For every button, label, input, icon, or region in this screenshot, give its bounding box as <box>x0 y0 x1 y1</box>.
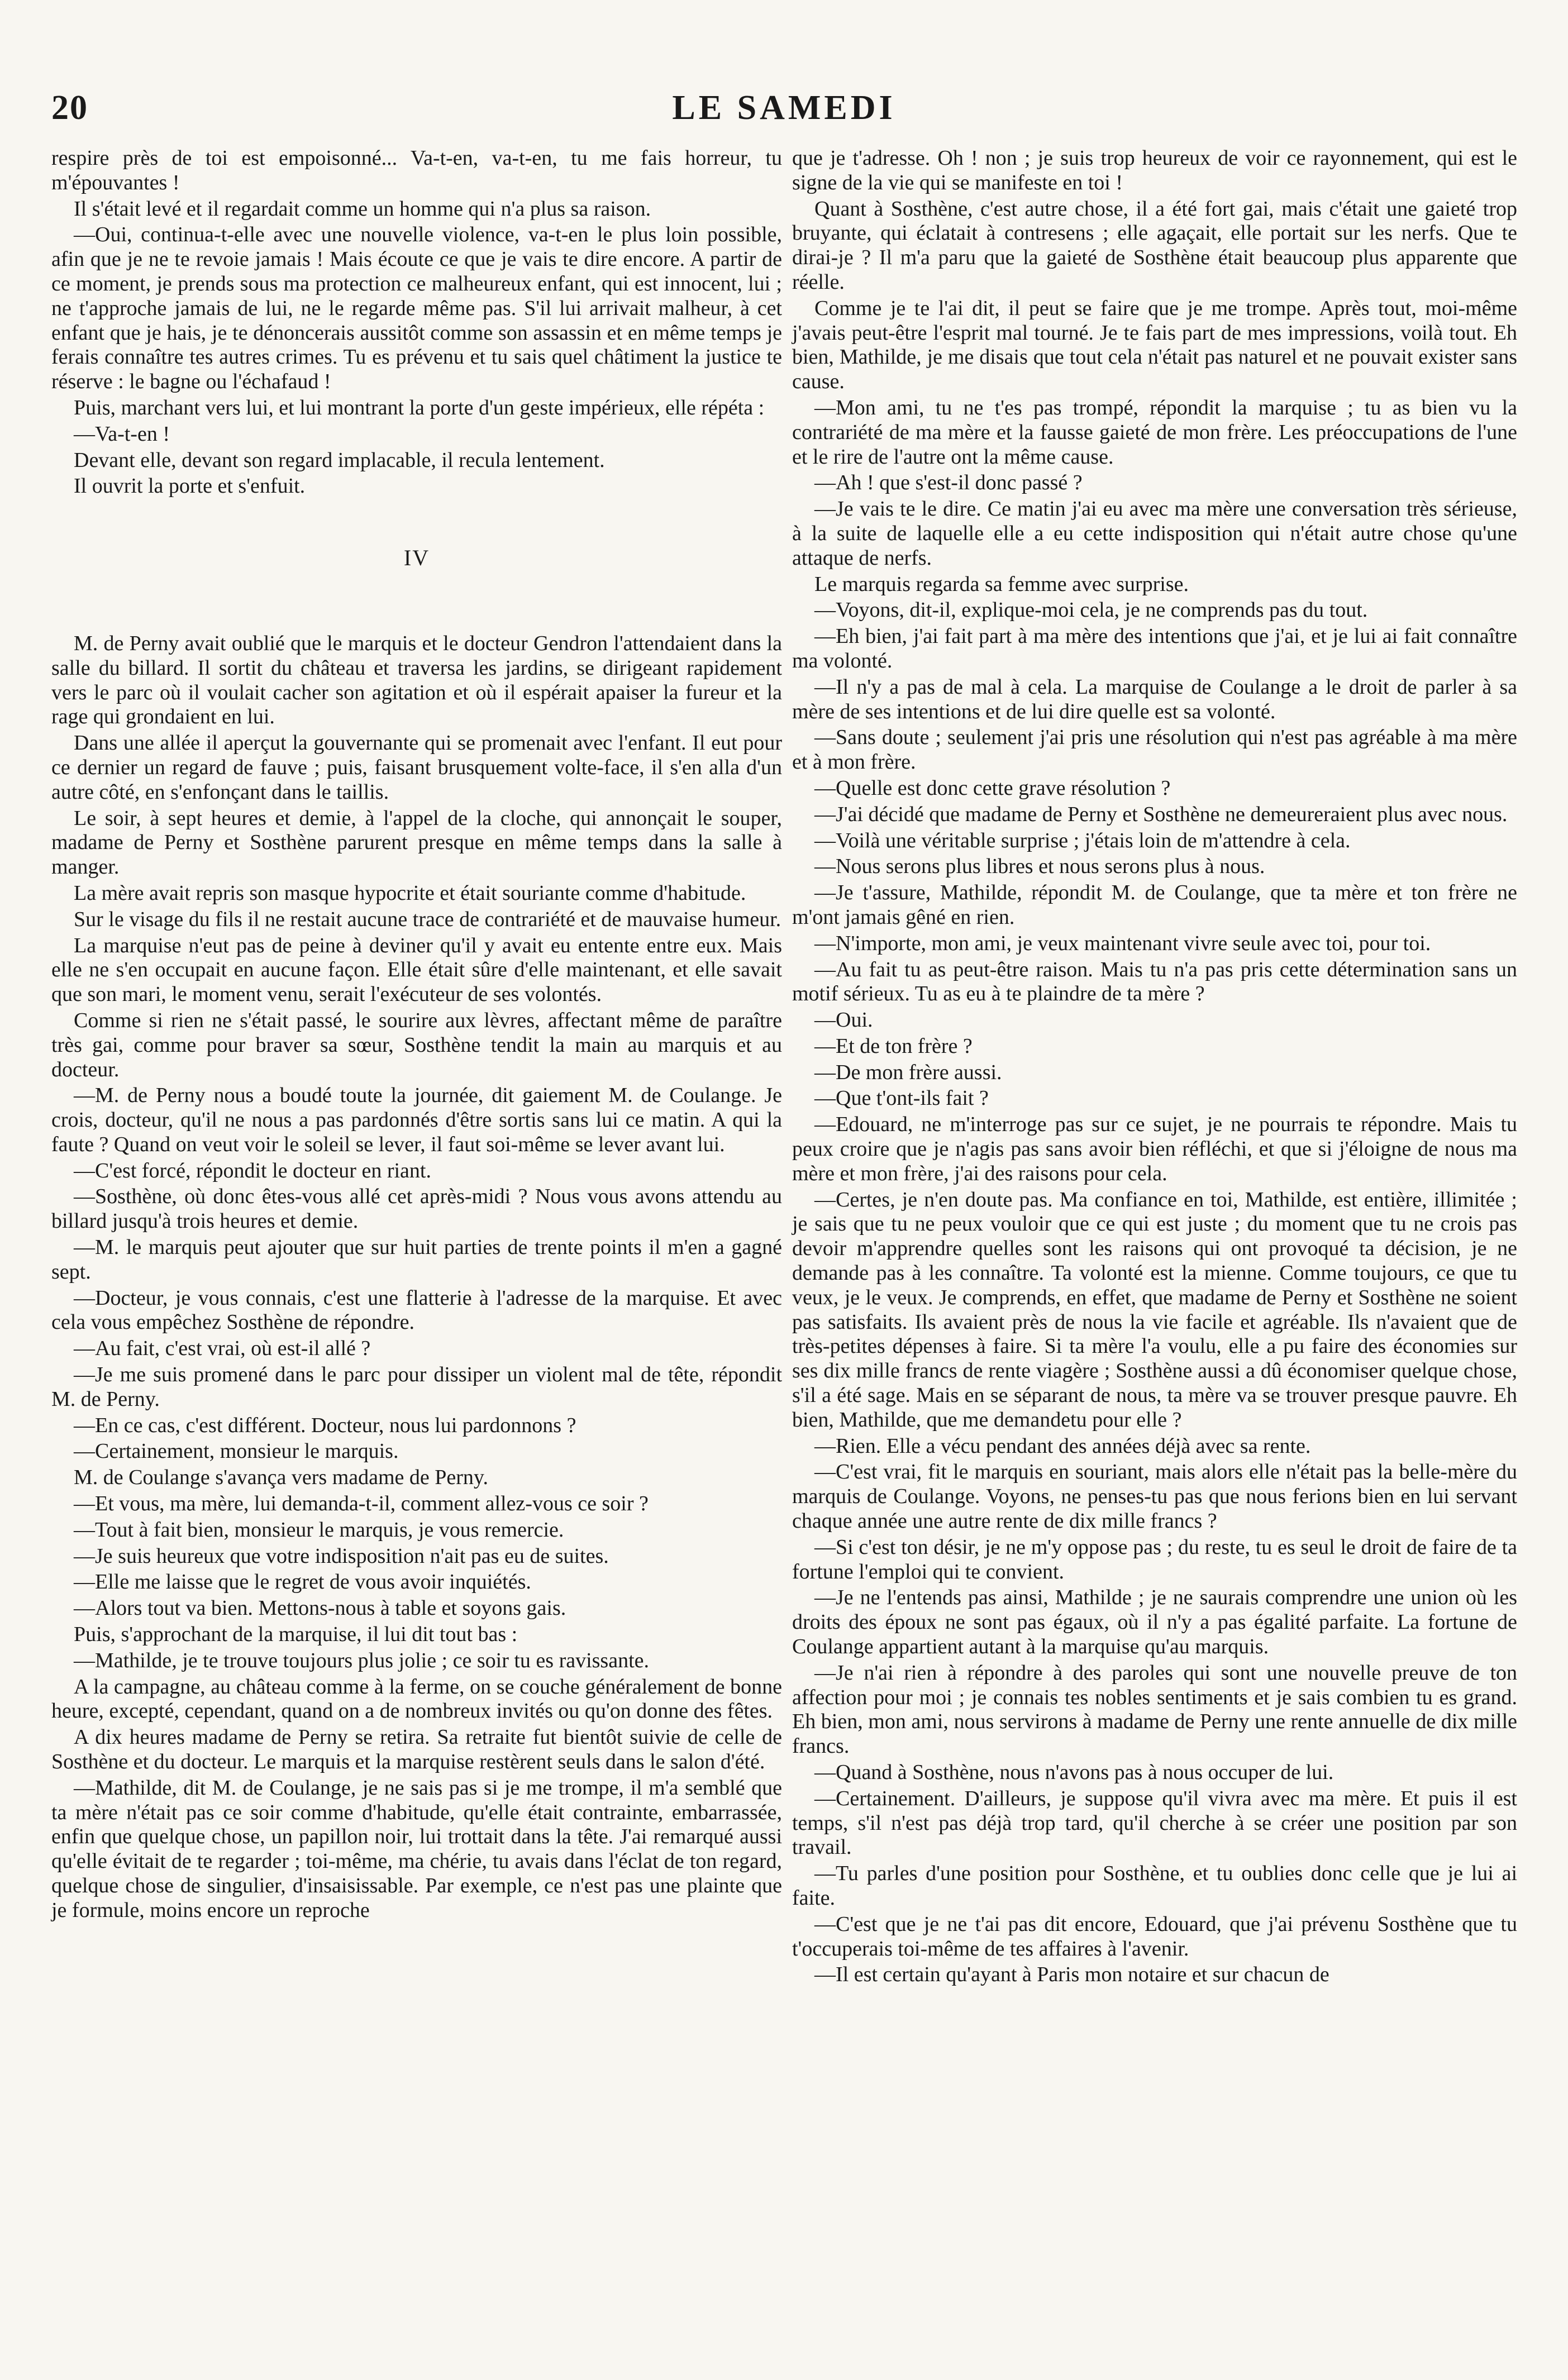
paragraph: —Sosthène, où donc êtes-vous allé cet après-midi ? Nous vous avons attendu au billard jusqu'à trois heures et demie. <box>51 1185 782 1233</box>
paragraph: —Il n'y a pas de mal à cela. La marquise de Coulange a le droit de parler à sa mère de ses intentions et de lui dire quelle est sa volonté. <box>792 675 1517 723</box>
paragraph: Sur le visage du fils il ne restait aucune trace de contrariété et de mauvaise humeur. <box>74 907 781 931</box>
paragraph: —Je me suis promené dans le parc pour dissiper un violent mal de tête, répondit M. de Perny. <box>51 1363 782 1411</box>
paragraph: —Docteur, je vous connais, c'est une flatterie à l'adresse de la marquise. Et avec cela vous empêchez Sosthène de répondre. <box>51 1286 782 1334</box>
paragraph: —Je t'assure, Mathilde, répondit M. de Coulange, que ta mère et ton frère ne m'ont jamais gêné en rien. <box>792 881 1517 929</box>
paragraph: M. de Coulange s'avança vers madame de Perny. <box>74 1466 488 1490</box>
paragraph: —M. le marquis peut ajouter que sur huit parties de trente points il m'en a gagné sept. <box>51 1236 782 1284</box>
paragraph: A dix heures madame de Perny se retira. Sa retraite fut bientôt suivie de celle de Sosthène et du docteur. Le marquis et la marquise restèrent seuls dans le salon d'été. <box>51 1725 782 1774</box>
paragraph: respire près de toi est empoisonné... Va-t-en, va-t-en, tu me fais horreur, tu m'épouvantes ! <box>51 146 782 194</box>
publication-title: LE SAMEDI <box>672 89 896 127</box>
paragraph: —Au fait tu as peut-être raison. Mais tu n'a pas pris cette détermination sans un motif sérieux. Tu as eu à te plaindre de ta mère ? <box>792 957 1517 1006</box>
left-column-text-before <box>51 146 782 499</box>
paragraph: Comme si rien ne s'était passé, le sourire aux lèvres, affectant même de paraître très gai, comme pour braver sa sœur, Sosthène tendit la main au marquis et au docteur. <box>51 1008 782 1081</box>
paragraph: Puis, marchant vers lui, et lui montrant la porte d'un geste impérieux, elle répéta : <box>74 395 765 419</box>
paragraph: —Mathilde, je te trouve toujours plus jolie ; ce soir tu es ravissante. <box>74 1648 650 1672</box>
paragraph: —C'est vrai, fit le marquis en souriant, mais alors elle n'était pas la belle-mère du marquis de Coulange. Voyons, ne penses-tu pas que nous ferions bien en lui servant chaque année une autre rente de dix mille francs ? <box>792 1460 1517 1533</box>
paragraph: —Que t'ont-ils fait ? <box>814 1086 989 1110</box>
paragraph: —Voilà une véritable surprise ; j'étais loin de m'attendre à cela. <box>814 828 1351 852</box>
paragraph: —M. de Perny nous a boudé toute la journée, dit gaiement M. de Coulange. Je crois, docteur, qu'il ne nous a pas pardonnés d'être sortis sans lui ce matin. A qui la faute ? Quand on veut voir le soleil se lever, il faut soi-même se lever avant lui. <box>51 1084 782 1156</box>
left-column <box>51 146 782 1925</box>
paragraph: Puis, s'approchant de la marquise, il lui dit tout bas : <box>74 1623 518 1647</box>
paragraph: —Je n'ai rien à répondre à des paroles qui sont une nouvelle preuve de ton affection pour moi ; je connais tes nobles sentiments et je sais combien tu es grand. Eh bien, mon ami, nous servirons à madame de Perny une rente annuelle de dix mille francs. <box>792 1661 1517 1758</box>
paragraph: —N'importe, mon ami, je veux maintenant vivre seule avec toi, pour toi. <box>814 931 1431 955</box>
paragraph: —Voyons, dit-il, explique-moi cela, je ne comprends pas du tout. <box>814 598 1368 622</box>
paragraph: Devant elle, devant son regard implacable, il recula lentement. <box>74 448 605 472</box>
paragraph: La mère avait repris son masque hypocrite et était souriante comme d'habitude. <box>74 881 746 905</box>
section-title: IV <box>403 545 430 571</box>
paragraph: Dans une allée il aperçut la gouvernante qui se promenait avec l'enfant. Il eut pour ce dernier un regard de fauve ; puis, faisant brusquement volte-face, il s'en alla d'un autre côté, en s'enfonçant dans le taillis. <box>51 731 782 804</box>
paragraph: —Edouard, ne m'interroge pas sur ce sujet, je ne pourrais te répondre. Mais tu peux croire que je n'agis pas sans avoir bien réfléchi, et que si j'éloigne de nous ma mère et mon frère, j'ai des raisons pour cela. <box>792 1113 1517 1185</box>
paragraph: —Sans doute ; seulement j'ai pris une résolution qui n'est pas agréable à ma mère et à mon frère. <box>792 726 1517 774</box>
paragraph: —Mathilde, dit M. de Coulange, je ne sais pas si je me trompe, il m'a semblé que ta mère n'était pas ce soir comme d'habitude, qu'elle était contrainte, embarrassée, enfin que quelque chose, un papillon noir, lui trottait dans la tête. J'ai remarqué aussi qu'elle évitait de te regarder ; toi-même, ma chérie, tu avais dans l'éclat de ton regard, quelque chose de singulier, d'insaisissable. Par exemple, ce n'est pas une plainte que je formule, moins encore un reproche <box>51 1776 782 1922</box>
paragraph: —Oui. <box>814 1008 873 1032</box>
paragraph: —Je vais te le dire. Ce matin j'ai eu avec ma mère une conversation très sérieuse, à la suite de laquelle elle a eu cette indisposition qui n'était autre chose qu'une attaque de nerfs. <box>792 497 1517 570</box>
paragraph: —Certainement, monsieur le marquis. <box>74 1439 399 1463</box>
paragraph: La marquise n'eut pas de peine à deviner qu'il y avait eu entente entre eux. Mais elle ne s'en occupait en aucune façon. Elle était sûre d'elle maintenant, et elle savait que son mari, le moment venu, serait l'exécuteur de ses volontés. <box>51 933 782 1007</box>
paragraph: —C'est forcé, répondit le docteur en riant. <box>74 1158 431 1182</box>
paragraph: —Alors tout va bien. Mettons-nous à table et soyons gais. <box>74 1596 566 1620</box>
paragraph: —Mon ami, tu ne t'es pas trompé, répondit la marquise ; tu as bien vu la contrariété de ma mère et la fausse gaieté de mon frère. Les préoccupations de l'une et le rire de l'autre ont la même cause. <box>792 395 1517 469</box>
paragraph: —C'est que je ne t'ai pas dit encore, Edouard, que j'ai prévenu Sosthène que tu t'occuperais toi-même de tes affaires à l'avenir. <box>792 1912 1517 1961</box>
paragraph: —En ce cas, c'est différent. Docteur, nous lui pardonnons ? <box>74 1413 576 1437</box>
paragraph: que je t'adresse. Oh ! non ; je suis trop heureux de voir ce rayonnement, qui est le signe de la vie qui se manifeste en toi ! <box>792 146 1517 194</box>
paragraph: —Ah ! que s'est-il donc passé ? <box>814 471 1083 495</box>
paragraph: —Va-t-en ! <box>74 422 170 446</box>
paragraph: —Et de ton frère ? <box>814 1034 973 1058</box>
paragraph: —Nous serons plus libres et nous serons plus à nous. <box>814 855 1265 879</box>
paragraph: —De mon frère aussi. <box>814 1060 1002 1084</box>
right-column <box>792 146 1517 1989</box>
paragraph: —Certes, je n'en doute pas. Ma confiance en toi, Mathilde, est entière, illimitée ; je sais que tu ne peux vouloir que ce qui est juste ; du moment que tu ne crois pas devoir m'apprendre quelles sont les raisons qui ont provoqué ta décision, je ne demande pas à les connaître. Ta volonté est la mienne. Comme toujours, ce que tu veux, je le veux. Je comprends, en effet, que madame de Perny et Sosthène ne soient pas satisfaits. Ils avaient près de nous la vie facile et agréable. Ils n'avaient que de très-petites dépenses à faire. Si ta mère l'a voulu, elle a pu faire des économies sur ses dix mille francs de rente viagère ; Sosthène aussi a dû économiser quelque chose, s'il a été sage. Mais en se séparant de nous, ta mère va se trouver presque pauvre. Eh bien, Mathilde, que me demandetu pour elle ? <box>792 1187 1517 1432</box>
paragraph: —Rien. Elle a vécu pendant des années déjà avec sa rente. <box>814 1434 1311 1458</box>
paragraph: —Quand à Sosthène, nous n'avons pas à nous occuper de lui. <box>814 1761 1334 1784</box>
left-column-text-after <box>51 632 782 1923</box>
paragraph: Il s'était levé et il regardait comme un homme qui n'a plus sa raison. <box>74 197 651 221</box>
paragraph: —Elle me laisse que le regret de vous avoir inquiétés. <box>74 1570 531 1594</box>
paragraph: Quant à Sosthène, c'est autre chose, il a été fort gai, mais c'était une gaieté trop bruyante, qui éclatait à contresens ; elle agaçait, elle portait sur les nerfs. Que te dirai-je ? Il m'a paru que la gaieté de Sosthène était beaucoup plus apparente que réelle. <box>792 197 1517 294</box>
paragraph: —Au fait, c'est vrai, où est-il allé ? <box>74 1337 371 1361</box>
paragraph: —Et vous, ma mère, lui demanda-t-il, comment allez-vous ce soir ? <box>74 1492 649 1516</box>
paragraph: Le marquis regarda sa femme avec surprise. <box>814 572 1189 596</box>
paragraph: —Si c'est ton désir, je ne m'y oppose pas ; du reste, tu es seul le droit de faire de ta fortune l'emploi qui te convient. <box>792 1535 1517 1584</box>
paragraph: —J'ai décidé que madame de Perny et Sosthène ne demeureraient plus avec nous. <box>814 802 1508 826</box>
paragraph: —Eh bien, j'ai fait part à ma mère des intentions que j'ai, et je lui ai fait connaître ma volonté. <box>792 624 1517 672</box>
paragraph: Le soir, à sept heures et demie, à l'appel de la cloche, qui annonçait le souper, madame de Perny et Sosthène parurent presque en même temps dans la salle à manger. <box>51 806 782 879</box>
paragraph: —Tu parles d'une position pour Sosthène, et tu oublies donc celle que je lui ai faite. <box>792 1862 1517 1910</box>
paragraph: M. de Perny avait oublié que le marquis et le docteur Gendron l'attendaient dans la salle du billard. Il sortit du château et traversa les jardins, se dirigeant rapidement vers le parc où il voulait cacher son agitation et où il espérait apaiser la fureur et la rage qui grondaient en lui. <box>51 631 782 729</box>
paragraph: —Certainement. D'ailleurs, je suppose qu'il vivra avec ma mère. Et puis il est temps, s'il n'est pas déjà trop tard, qu'il cherche à se créer une position par son travail. <box>792 1786 1517 1859</box>
paragraph: A la campagne, au château comme à la ferme, on se couche généralement de bonne heure, excepté, cependant, quand on a de nombreux invités ou qu'on donne des fêtes. <box>51 1675 782 1723</box>
paragraph: —Tout à fait bien, monsieur le marquis, je vous remercie. <box>74 1518 564 1542</box>
paragraph: —Je suis heureux que votre indisposition n'ait pas eu de suites. <box>74 1544 609 1568</box>
paragraph: —Je ne l'entends pas ainsi, Mathilde ; je ne saurais comprendre une union où les droits des époux ne sont pas égaux, où il n'y a pas égalité parfaite. La fortune de Coulange appartient autant à la marquise qu'au marquis. <box>792 1586 1517 1659</box>
paragraph: —Il est certain qu'ayant à Paris mon notaire et sur chacun de <box>814 1963 1329 1987</box>
paragraph: —Oui, continua-t-elle avec une nouvelle violence, va-t-en le plus loin possible, afin que je ne te revoie jamais ! Mais écoute ce que je vais te dire encore. A partir de ce moment, je prends sous ma protection ce malheureux enfant, qui est innocent, lui ; ne t'approche jamais de lui, ne le regarde même pas. S'il lui arrivait malheur, à cet enfant que je hais, je te dénoncerais aussitôt comme son assassin et en même temps je ferais connaître tes autres crimes. Tu es prévenu et tu sais quel châtiment la justice te réserve : le bagne ou l'échafaud ! <box>51 223 782 394</box>
paragraph: Il ouvrit la porte et s'enfuit. <box>74 474 306 498</box>
paragraph: Comme je te l'ai dit, il peut se faire que je me trompe. Après tout, moi-même j'avais peut-être l'esprit mal tourné. Je te fais part de mes impressions, voilà tout. Eh bien, Mathilde, je me disais que tout cela n'était pas naturel et ne pouvait exister sans cause. <box>792 296 1517 394</box>
page-number: 20 <box>51 89 88 127</box>
paragraph: —Quelle est donc cette grave résolution ? <box>814 776 1171 800</box>
